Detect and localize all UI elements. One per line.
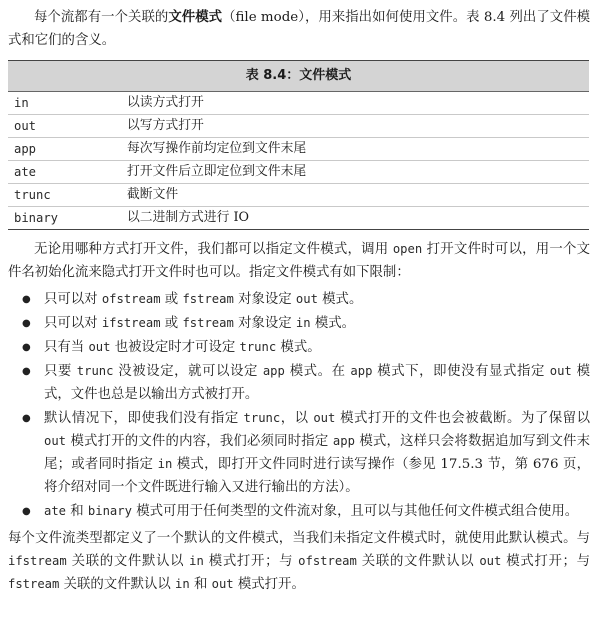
list-item	[8, 360, 590, 406]
inline-text: 只有当	[44, 340, 89, 355]
inline-text: 模式打开。	[233, 577, 305, 592]
inline-text: 和	[189, 577, 212, 592]
inline-text: 对象设定	[233, 316, 296, 331]
inline-code: out	[211, 577, 234, 591]
inline-text: 和	[66, 504, 88, 519]
inline-text: 模式打开的文件的内容，我们必须同时指定	[66, 434, 333, 449]
para-text-rest: 打开文件时可以，用一个文件名初始化流来隐式打开文件时也可以。指定文件模式有如下限制：	[8, 242, 590, 280]
inline-text: ，以	[280, 411, 314, 426]
intro-paragraph	[8, 6, 590, 52]
inline-code: fstream	[182, 292, 234, 306]
inline-code: in	[295, 316, 311, 330]
restrictions-paragraph	[8, 238, 590, 284]
inline-code: out	[313, 411, 336, 425]
inline-text: 关联的文件默认以	[59, 577, 176, 592]
inline-text: 模式下，即使没有显式指定	[372, 364, 550, 379]
list-item	[8, 288, 590, 311]
inline-code: out	[44, 434, 67, 448]
inline-text: 模式。在	[284, 364, 351, 379]
restrictions-list	[8, 288, 590, 523]
mode-cell: in	[14, 96, 29, 110]
inline-text: 没被设定，就可以设定	[113, 364, 263, 379]
inline-code: out	[88, 340, 111, 354]
inline-code: in	[157, 457, 173, 471]
mode-cell: ate	[14, 165, 37, 179]
inline-code: trunc	[76, 364, 114, 378]
inline-text: 模式打开；与	[203, 554, 299, 569]
inline-code: out	[479, 554, 502, 568]
table-row	[8, 92, 589, 115]
intro-text: 每个流都有一个关联的	[34, 10, 169, 25]
inline-text: 对象设定	[233, 292, 296, 307]
table-row	[8, 115, 589, 138]
table-title: 表 8.4：文件模式	[8, 61, 589, 92]
meaning-cell: 每次写操作前均定位到文件末尾	[127, 141, 307, 156]
inline-text: 只可以对	[44, 316, 102, 331]
inline-code: in	[175, 577, 190, 591]
inline-text: 模式打开；与	[501, 554, 591, 569]
table-row	[8, 161, 589, 184]
inline-text: 模式打开的文件也会被截断。为了保留以	[335, 411, 590, 426]
term-file-mode: 文件模式	[168, 9, 223, 25]
list-item	[8, 500, 590, 523]
mode-cell: app	[14, 142, 37, 156]
inline-text: 或	[160, 316, 183, 331]
list-item	[8, 407, 590, 499]
inline-code: out	[295, 292, 318, 306]
mode-cell: out	[14, 119, 37, 133]
default-mode-paragraph	[8, 527, 590, 596]
inline-text: 模式。	[310, 316, 356, 331]
inline-code: binary	[87, 504, 132, 518]
inline-text: 只可以对	[44, 292, 102, 307]
inline-code: in	[189, 554, 204, 568]
inline-text: 关联的文件默认以	[356, 554, 480, 569]
inline-code: trunc	[243, 411, 281, 425]
inline-code: app	[350, 364, 373, 378]
inline-text: 模式，文件也总是以输出方式被打开。	[44, 364, 590, 402]
inline-code: ifstream	[101, 316, 161, 330]
file-mode-table	[8, 60, 589, 230]
inline-code: app	[262, 364, 285, 378]
inline-code: fstream	[8, 577, 60, 591]
table-row	[8, 207, 589, 229]
inline-code: ifstream	[8, 554, 67, 568]
list-item	[8, 336, 590, 359]
meaning-cell: 打开文件后立即定位到文件末尾	[127, 164, 307, 179]
inline-text: 只要	[44, 364, 77, 379]
inline-text: 模式，即打开文件同时进行读写操作（参见 17.5.3 节，第 676 页，将介绍对同一个文件既进行输入又进行输出的方法）。	[44, 457, 590, 495]
inline-code: app	[332, 434, 355, 448]
para-text: 无论用哪种方式打开文件，我们都可以指定文件模式，调用	[34, 242, 393, 257]
inline-code: ofstream	[298, 554, 357, 568]
inline-text: 模式。	[276, 340, 321, 355]
inline-code: fstream	[182, 316, 234, 330]
table-row	[8, 184, 589, 207]
inline-code: ofstream	[101, 292, 161, 306]
code-open: open	[392, 242, 423, 256]
mode-cell: trunc	[14, 188, 51, 202]
inline-code: trunc	[239, 340, 277, 354]
meaning-cell: 以写方式打开	[127, 118, 204, 133]
inline-text: 每个文件流类型都定义了一个默认的文件模式，当我们未指定文件模式时，就使用此默认模式。与	[8, 531, 590, 546]
meaning-cell: 以二进制方式进行 IO	[127, 210, 249, 225]
meaning-cell: 以读方式打开	[127, 95, 204, 110]
intro-text-rest: （file mode），用来指出如何使用文件。表 8.4 列出了文件模式和它们的含义。	[8, 10, 591, 48]
inline-text: 模式可用于任何类型的文件流对象，且可以与其他任何文件模式组合使用。	[131, 504, 579, 519]
table-row	[8, 138, 589, 161]
inline-text: 模式。	[317, 292, 363, 307]
inline-code: out	[549, 364, 572, 378]
mode-cell: binary	[14, 211, 59, 225]
inline-text: 关联的文件默认以	[66, 554, 190, 569]
inline-text: 模式，这样只会将数据追加写到文件末尾；或者同时指定	[44, 434, 590, 472]
meaning-cell: 截断文件	[127, 187, 179, 202]
inline-text: 也被设定时才可设定	[110, 340, 240, 355]
inline-text: 或	[160, 292, 183, 307]
inline-text: 默认情况下，即使我们没有指定	[44, 411, 244, 426]
inline-code: ate	[44, 504, 67, 518]
list-item	[8, 312, 590, 335]
